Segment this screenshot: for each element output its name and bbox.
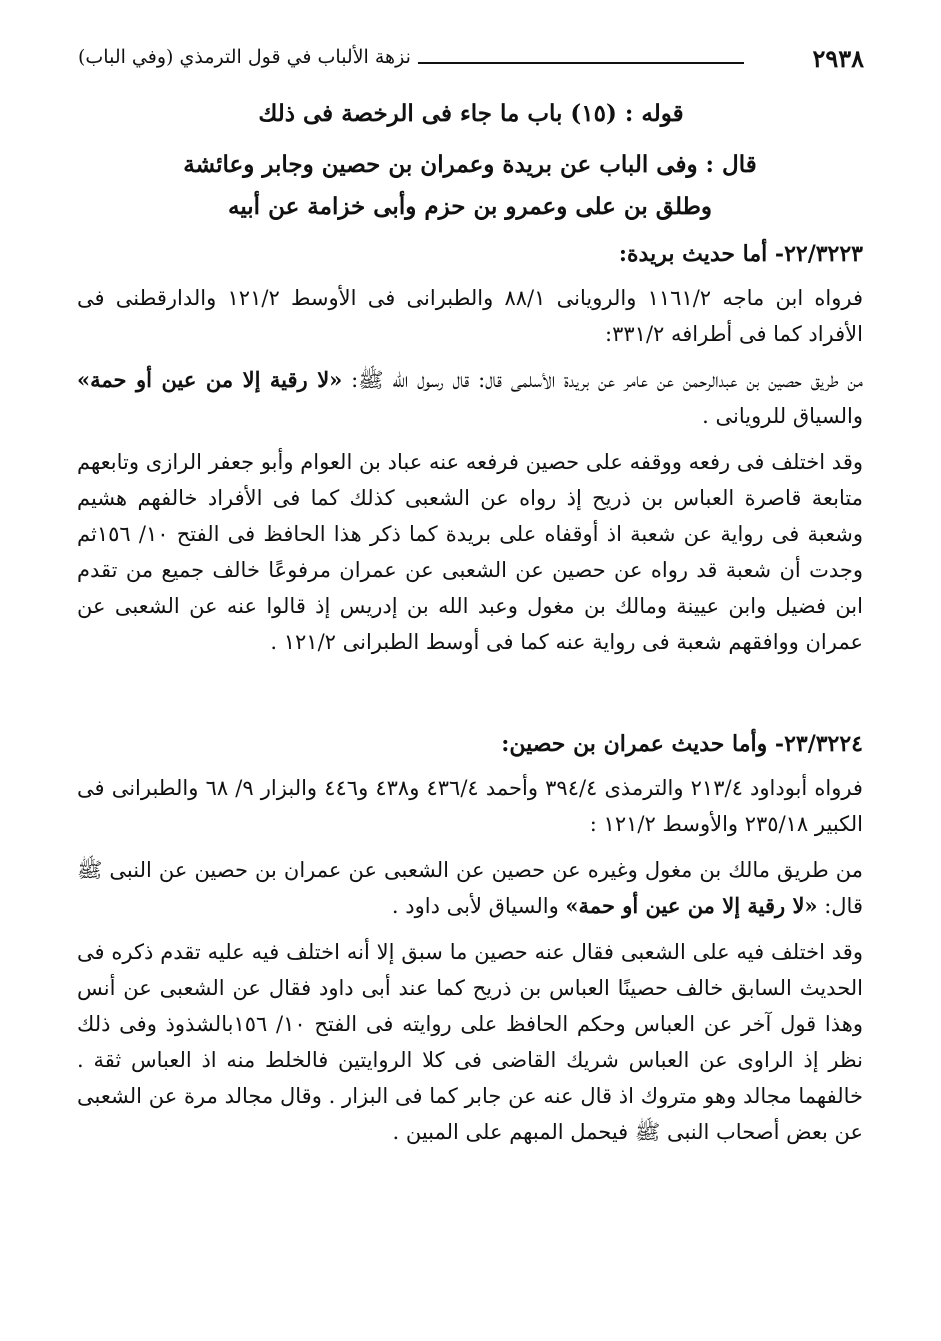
page-number: ٢٩٣٨ (812, 44, 864, 73)
header-rule (418, 62, 744, 64)
paragraph (77, 362, 863, 434)
section-imran (77, 726, 863, 1150)
hadith-text: «لا رقية إلا من عين أو حمة» (565, 893, 818, 918)
qal-line-2: وطلق بن على وعمرو بن حزم وأبى خزامة عن أبيه (228, 193, 712, 220)
paragraph: فرواه ابن ماجه ١١٦١/٢ والرويانى ٨٨/١ والطبرانى فى الأوسط ١٢١/٢ والدارقطنى فى الأفراد كما فى أطرافه ٣٣١/٢: (77, 286, 864, 346)
text-run: والسياق لأبى داود . (391, 894, 566, 918)
section-title: ٢٢/٣٢٢٣- أما حديث بريدة: (618, 241, 863, 267)
chapter-heading: قوله : (١٥) باب ما جاء فى الرخصة فى ذلك (258, 100, 684, 127)
paragraph (77, 852, 863, 924)
section-title: ٢٣/٣٢٢٤- وأما حديث عمران بن حصين: (501, 731, 863, 757)
qal-block (77, 144, 863, 228)
paragraph: وقد اختلف فى رفعه ووقفه على حصين فرفعه عنه عباد بن العوام وأبو جعفر الرازى وتابعهم متابعة قاصرة العباس بن ذريح إذ رواه عن الشعبى كذلك كما فى الأفراد خالفهم هشيم وشعبة فى رواية عن شعبة اذ أوقفاه على بريدة كما ذكر هذا الحافظ فى الفتح ١٠/ ١٥٦ثم وجدت أن شعبة قد رواه عن حصين عن الشعبى عن عمران مرفوعًا خالف جميع من تقدم ابن فضيل وابن عيينة ومالك بن مغول وعبد الله بن إدريس إذ قالوا عنه عن الشعبى عن عمران ووافقهم شعبة فى رواية عنه كما فى أوسط الطبرانى ١٢١/٢ . (77, 450, 863, 654)
paragraph: فرواه أبوداود ٢١٣/٤ والترمذى ٣٩٤/٤ وأحمد ٤٣٦/٤ و٤٣٨ و٤٤٦ والبزار ٩/ ٦٨ والطبرانى فى الكبير ٢٣٥/١٨ والأوسط ١٢١/٢ : (77, 776, 863, 836)
text-run: والسياق للرويانى . (702, 404, 863, 428)
page-header (78, 44, 864, 84)
running-title: نزهة الألباب في قول الترمذي (وفي الباب) (78, 46, 411, 68)
text-run: من طريق حصين بن عبدالرحمن عن عامر عن بريدة الأسلمى قال: قال رسول الله ﷺ: (342, 368, 863, 392)
hadith-text: «لا رقية إلا من عين أو حمة» (77, 367, 343, 392)
section-buraydah (77, 236, 863, 660)
text-run: من طريق مالك بن مغول وغيره عن حصين عن الشعبى عن عمران بن حصين عن النبى ﷺ قال: (77, 858, 863, 918)
qal-line-1: قال : وفى الباب عن بريدة وعمران بن حصين وجابر وعائشة (183, 151, 757, 178)
paragraph: وقد اختلف فيه على الشعبى فقال عنه حصين ما سبق إلا أنه اختلف فيه عليه تقدم ذكره فى الحديث السابق خالف حصينًا العباس بن ذريح كما عند أبى داود فقال عن الشعبى عن أنس وهذا قول آخر عن العباس وحكم الحافظ على روايته فى الفتح ١٠/ ١٥٦بالشذوذ وفى ذلك نظر إذ الراوى عن العباس شريك القاضى فى كلا الروايتين فالخلط منه اذ العباس ثقة . خالفهما مجالد وهو متروك اذ قال عنه عن جابر كما فى البزار . وقال مجالد مرة عن الشعبى عن بعض أصحاب النبى ﷺ فيحمل المبهم على المبين . (77, 940, 863, 1144)
